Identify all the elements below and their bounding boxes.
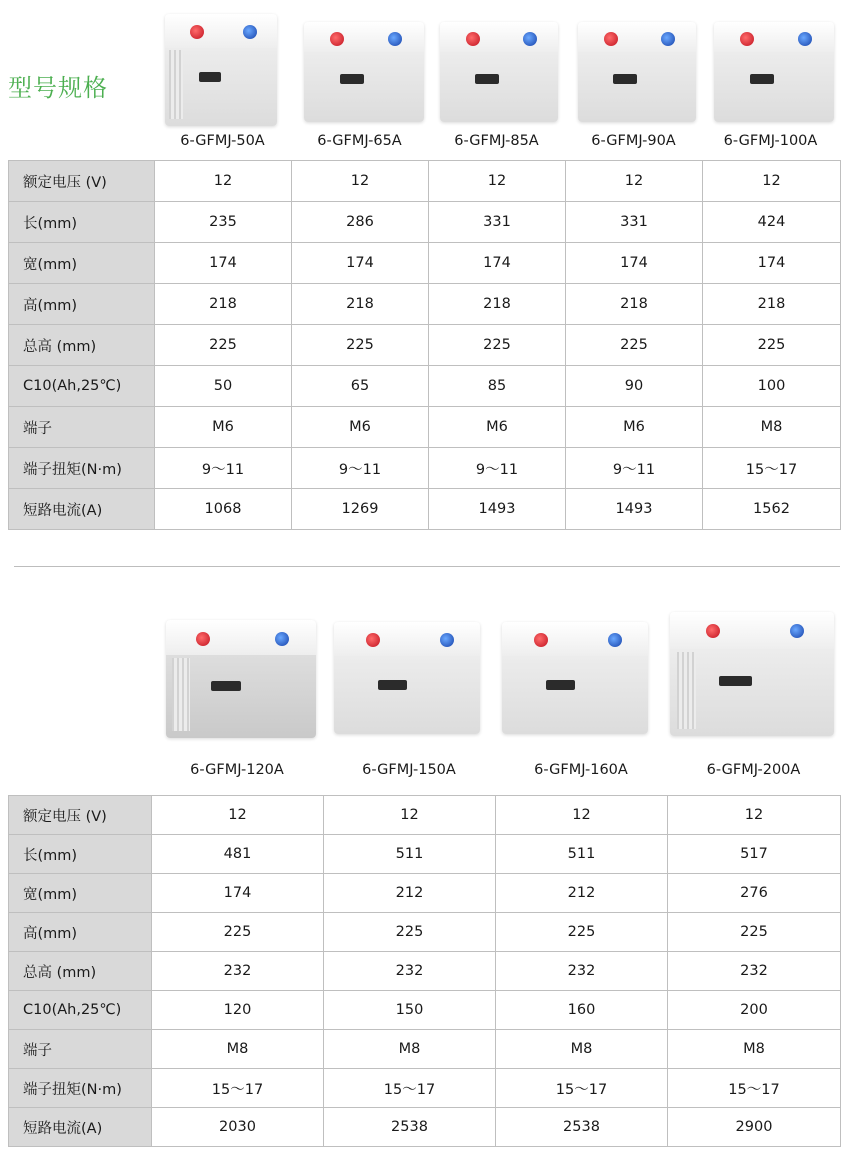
spec-row-label: 端子 (9, 407, 155, 448)
spec-value: M8 (703, 407, 841, 448)
model-name: 6-GFMJ-150A (362, 762, 456, 778)
spec-value: M8 (496, 1030, 668, 1069)
spec-value: 424 (703, 202, 841, 243)
spec-value: 150 (324, 991, 496, 1030)
spec-value: M8 (152, 1030, 324, 1069)
spec-row (9, 407, 841, 448)
spec-value: 225 (152, 913, 324, 952)
spec-value: 218 (429, 284, 566, 325)
spec-row-label: 高(mm) (9, 913, 152, 952)
spec-row-label: 端子扭矩(N·m) (9, 1069, 152, 1108)
spec-row-label: 短路电流(A) (9, 489, 155, 530)
model-name: 6-GFMJ-65A (317, 133, 402, 149)
spec-value: 1493 (429, 489, 566, 530)
spec-row (9, 448, 841, 489)
spec-value: 9～11 (566, 448, 703, 489)
spec-value: 2538 (496, 1108, 668, 1147)
spec-value: 232 (152, 952, 324, 991)
spec-value: 174 (566, 243, 703, 284)
spec-row (9, 325, 841, 366)
spec-value: 232 (324, 952, 496, 991)
spec-row-label: C10(Ah,25℃) (9, 991, 152, 1030)
spec-value: 9～11 (429, 448, 566, 489)
spec-row (9, 1030, 841, 1069)
spec-value: 174 (292, 243, 429, 284)
spec-value: M8 (324, 1030, 496, 1069)
spec-value: 1269 (292, 489, 429, 530)
spec-value: 225 (429, 325, 566, 366)
spec-value: 174 (703, 243, 841, 284)
spec-value: 12 (668, 796, 841, 835)
spec-value: 200 (668, 991, 841, 1030)
spec-value: 1562 (703, 489, 841, 530)
spec-row (9, 991, 841, 1030)
spec-value: 286 (292, 202, 429, 243)
spec-value: 12 (429, 161, 566, 202)
spec-value: 225 (496, 913, 668, 952)
spec-row (9, 489, 841, 530)
spec-row (9, 1108, 841, 1147)
spec-row-label: 长(mm) (9, 202, 155, 243)
battery-image-160a (502, 622, 648, 734)
battery-image-50a (165, 14, 277, 126)
spec-row-label: 宽(mm) (9, 243, 155, 284)
spec-value: 225 (668, 913, 841, 952)
spec-value: 15～17 (324, 1069, 496, 1108)
spec-value: M6 (566, 407, 703, 448)
spec-value: 331 (429, 202, 566, 243)
spec-value: 1493 (566, 489, 703, 530)
spec-row-label: C10(Ah,25℃) (9, 366, 155, 407)
spec-value: 225 (155, 325, 292, 366)
model-name: 6-GFMJ-85A (454, 133, 539, 149)
spec-row-label: 宽(mm) (9, 874, 152, 913)
spec-row-label: 总高 (mm) (9, 952, 152, 991)
section-divider (14, 566, 840, 567)
spec-value: M6 (429, 407, 566, 448)
spec-row (9, 366, 841, 407)
spec-row (9, 952, 841, 991)
spec-value: 15～17 (496, 1069, 668, 1108)
spec-row (9, 202, 841, 243)
spec-row-label: 短路电流(A) (9, 1108, 152, 1147)
spec-value: 232 (496, 952, 668, 991)
spec-value: 12 (703, 161, 841, 202)
spec-value: 481 (152, 835, 324, 874)
spec-row (9, 835, 841, 874)
battery-image-200a (670, 612, 834, 736)
spec-row (9, 161, 841, 202)
spec-row-label: 总高 (mm) (9, 325, 155, 366)
spec-value: M6 (292, 407, 429, 448)
spec-value: 511 (496, 835, 668, 874)
spec-value: 212 (496, 874, 668, 913)
spec-value: 2030 (152, 1108, 324, 1147)
battery-image-85a (440, 22, 558, 122)
battery-image-100a (714, 22, 834, 122)
spec-value: 511 (324, 835, 496, 874)
spec-row (9, 1069, 841, 1108)
model-name: 6-GFMJ-160A (534, 762, 628, 778)
spec-value: 85 (429, 366, 566, 407)
spec-value: 2900 (668, 1108, 841, 1147)
spec-row-label: 端子 (9, 1030, 152, 1069)
page-title: 型号规格 (8, 74, 108, 102)
battery-image-150a (334, 622, 480, 734)
spec-value: 517 (668, 835, 841, 874)
spec-value: 100 (703, 366, 841, 407)
spec-value: 225 (292, 325, 429, 366)
spec-row-label: 额定电压 (V) (9, 796, 152, 835)
spec-table-2 (8, 795, 841, 1147)
spec-value: 225 (324, 913, 496, 952)
spec-value: 225 (703, 325, 841, 366)
spec-value: 65 (292, 366, 429, 407)
model-name: 6-GFMJ-120A (190, 762, 284, 778)
spec-value: 276 (668, 874, 841, 913)
spec-value: 218 (703, 284, 841, 325)
model-name: 6-GFMJ-50A (180, 133, 265, 149)
spec-row-label: 端子扭矩(N·m) (9, 448, 155, 489)
spec-value: 2538 (324, 1108, 496, 1147)
spec-value: 12 (152, 796, 324, 835)
spec-row-label: 额定电压 (V) (9, 161, 155, 202)
spec-value: 174 (429, 243, 566, 284)
spec-row (9, 913, 841, 952)
spec-row (9, 874, 841, 913)
spec-row (9, 284, 841, 325)
spec-value: 90 (566, 366, 703, 407)
battery-image-120a (166, 620, 316, 738)
spec-value: 218 (566, 284, 703, 325)
battery-image-65a (304, 22, 424, 122)
spec-row (9, 243, 841, 284)
spec-value: 12 (292, 161, 429, 202)
spec-value: 174 (152, 874, 324, 913)
spec-value: M8 (668, 1030, 841, 1069)
spec-value: 12 (566, 161, 703, 202)
spec-value: 50 (155, 366, 292, 407)
spec-value: 12 (324, 796, 496, 835)
model-name: 6-GFMJ-100A (723, 133, 818, 149)
spec-row (9, 796, 841, 835)
spec-value: 225 (566, 325, 703, 366)
spec-row-label: 长(mm) (9, 835, 152, 874)
spec-value: 331 (566, 202, 703, 243)
spec-value: 1068 (155, 489, 292, 530)
spec-row-label: 高(mm) (9, 284, 155, 325)
spec-value: 9～11 (155, 448, 292, 489)
spec-value: 120 (152, 991, 324, 1030)
spec-value: 9～11 (292, 448, 429, 489)
model-name: 6-GFMJ-200A (706, 762, 801, 778)
spec-value: 174 (155, 243, 292, 284)
spec-value: 212 (324, 874, 496, 913)
spec-value: 15～17 (152, 1069, 324, 1108)
model-name: 6-GFMJ-90A (591, 133, 676, 149)
spec-value: 235 (155, 202, 292, 243)
spec-value: M6 (155, 407, 292, 448)
spec-value: 218 (292, 284, 429, 325)
spec-value: 15～17 (703, 448, 841, 489)
spec-value: 12 (496, 796, 668, 835)
spec-value: 232 (668, 952, 841, 991)
spec-table-1 (8, 160, 841, 530)
spec-value: 12 (155, 161, 292, 202)
spec-value: 15～17 (668, 1069, 841, 1108)
spec-value: 160 (496, 991, 668, 1030)
battery-image-90a (578, 22, 696, 122)
spec-value: 218 (155, 284, 292, 325)
